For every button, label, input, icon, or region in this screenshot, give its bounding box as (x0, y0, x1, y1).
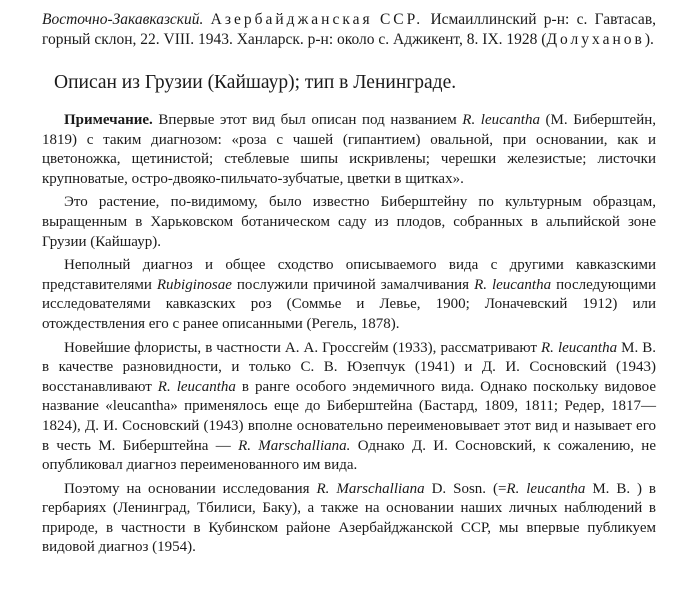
species-name: R. leucantha (506, 480, 586, 497)
species-name: R. leucantha (462, 112, 540, 128)
text-run: последующими исследователями кавказских роз (Соммье и Левье, 1900; Лоначевский 1912) или отождествления его с ранее описанными (Регель, 1878). (42, 276, 657, 332)
region-name: Восточно-Закавказский. (42, 11, 204, 28)
locality-end: ). (644, 31, 654, 48)
text-run: Поэтому на основании исследования (64, 480, 310, 497)
note-section (42, 111, 656, 558)
text-run: Однако Д. И. Сосновский, к сожалению, не опубликовал диагноз переименованного им вида. (42, 437, 656, 474)
note-paragraph-3 (42, 256, 656, 334)
type-statement: Описан из Грузии (Кайшаур); тип в Ленинграде. (54, 72, 457, 93)
group-name: Rubiginosae (156, 276, 232, 293)
page (42, 10, 656, 562)
collector-name: Долуханов (546, 31, 645, 48)
text-run: М. В. в качестве разновидности, и только С. В. Юзепчук (1941) и Д. И. Сосновский (1943) восстанавливают (42, 339, 656, 395)
note-paragraph-2: Это растение, по-видимому, было известно Биберштейну по культурным образцам, выращенным в Харьковском ботаническом саду из плодов, собранных в альпийской зоне Грузии (Кайшаур). (42, 194, 656, 250)
ssr-label: ССР. (379, 11, 424, 28)
note-paragraph-1 (42, 111, 656, 189)
note-paragraph-5 (42, 480, 656, 558)
species-name: R. Marschalliana (316, 480, 425, 497)
locality-block (42, 10, 656, 50)
text-run: послужили причиной замалчивания (236, 276, 470, 293)
species-name: R. leucantha (157, 378, 236, 395)
note-label: Примечание. (64, 112, 153, 128)
republic-name: Азербайджанская (210, 11, 373, 28)
text-run: (М. Биберштейн, 1819) с таким диагнозом: «роза с чашей (гипантием) овальной, при основании, как и цветоножка, щетинистой; стеблевые шипы искривлены; черешки железистые; листочки крупноватые, остро-двояко-пильчато-зубчатые, цветки в щитках». (42, 112, 657, 187)
species-name: R. Marschalliana. (238, 437, 351, 454)
text-run: в ранге особого эндемичного вида. Однако поскольку видовое название «leucantha» применялось еще до Биберштейна (Бастард, 1809, 1811; Редер, 1817—1824), Д. И. Сосновский (1943) вполне основательно переименовывает этот вид и называет его в честь М. Биберштейна — (42, 378, 656, 454)
text-run: Неполный диагноз и общее сходство описываемого вида с другими кавказскими представителями (42, 257, 656, 293)
text-run: М. В. ) в гербариях (Ленинград, Тбилиси, Баку), а также на основании наших личных наблюдений в природе, в частности в Кубинском районе Азербайджанской ССР, мы впервые публикуем видовой диагноз (1954). (42, 480, 656, 556)
text-run: Впервые этот вид был описан под названием (158, 112, 457, 128)
note-paragraph-4 (42, 339, 656, 476)
species-name: R. leucantha (541, 339, 618, 356)
text-run: D. Sosn. (= (431, 480, 507, 497)
text-run: Новейшие флористы, в частности А. А. Гроссгейм (1933), рассматривают (64, 339, 537, 356)
locality-text: Исмаиллинский р-н: с. Гавтасав, горный склон, 22. VIII. 1943. Ханларск. р-н: около с. Аджикент, 8. IX. 1928 ( (42, 11, 657, 48)
species-name: R. leucantha (474, 276, 552, 293)
